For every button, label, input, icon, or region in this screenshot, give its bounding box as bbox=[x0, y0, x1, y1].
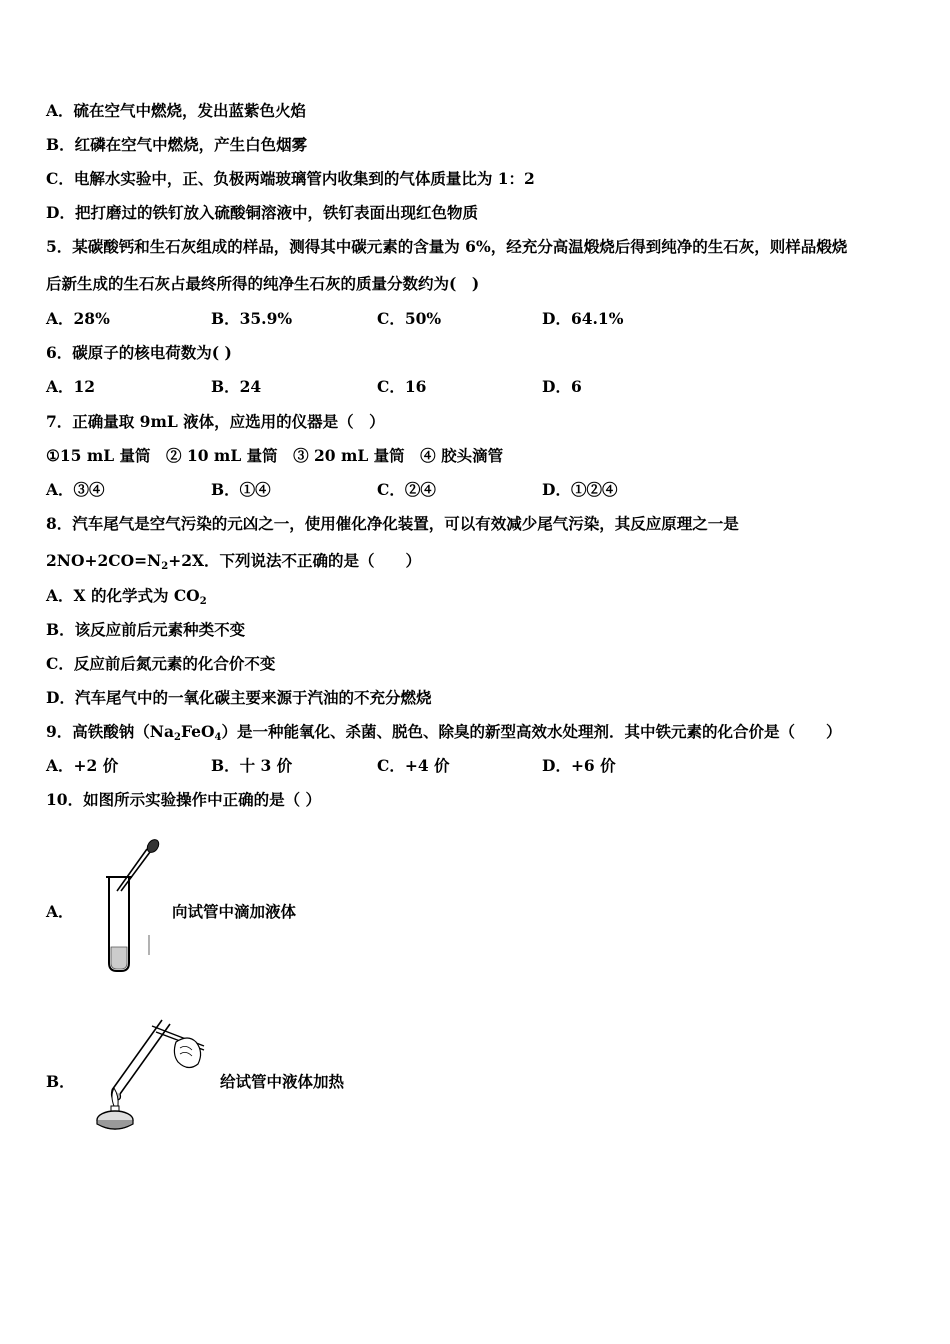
q6-option-d: D．6 bbox=[542, 377, 582, 396]
q10-option-a-letter: A． bbox=[46, 902, 74, 921]
q7-option-b: B．①④ bbox=[211, 480, 271, 499]
q7-option-d: D．①②④ bbox=[542, 480, 618, 499]
q10-option-a-text: 向试管中滴加液体 bbox=[172, 902, 297, 921]
q10-option-b-text: 给试管中液体加热 bbox=[220, 1072, 345, 1091]
prev-option-c: C．电解水实验中，正、负极两端玻璃管内收集到的气体质量比为 1：2 bbox=[46, 169, 535, 188]
q8-stem-line1: 8．汽车尾气是空气污染的元凶之一，使用催化净化装置，可以有效减少尾气污染，其反应原理之一是 bbox=[46, 514, 739, 533]
q9-option-b: B．十 3 价 bbox=[211, 756, 293, 775]
prev-option-a: A．硫在空气中燃烧，发出蓝紫色火焰 bbox=[46, 101, 307, 120]
heating-test-tube-figure bbox=[92, 1012, 212, 1132]
q9-option-a: A．+2 价 bbox=[46, 756, 119, 775]
q9-option-d: D．+6 价 bbox=[542, 756, 616, 775]
q7-stem: 7．正确量取 9mL 液体，应选用的仪器是（ ） bbox=[46, 412, 385, 431]
q6-stem: 6．碳原子的核电荷数为( ) bbox=[46, 343, 232, 362]
q10-option-b-letter: B． bbox=[46, 1072, 75, 1091]
q5-stem-line1: 5．某碳酸钙和生石灰组成的样品，测得其中碳元素的含量为 6%，经充分高温煅烧后得到纯净的生石灰，则样品煅烧 bbox=[46, 237, 848, 256]
q8-equation: $2NO+2CO=N_2+2X$．下列说法不正确的是（ ） bbox=[46, 551, 422, 572]
q7-items: ①15 mL 量筒 ② 10 mL 量筒 ③ 20 mL 量筒 ④ 胶头滴管 bbox=[46, 446, 504, 465]
q5-option-b: B．35.9% bbox=[211, 309, 293, 328]
q6-option-c: C．16 bbox=[377, 377, 427, 396]
q7-option-a: A．③④ bbox=[46, 480, 105, 499]
q5-option-c: C．50% bbox=[377, 309, 442, 328]
q5-stem-line2: 后新生成的生石灰占最终所得的纯净生石灰的质量分数约为( ) bbox=[46, 274, 480, 293]
q8-option-c: C．反应前后氮元素的化合价不变 bbox=[46, 654, 276, 673]
q6-option-b: B．24 bbox=[211, 377, 262, 396]
q6-option-a: A．12 bbox=[46, 377, 96, 396]
q8-option-a: A．X 的化学式为 $CO_2$ bbox=[46, 586, 207, 607]
prev-option-b: B．红磷在空气中燃烧，产生白色烟雾 bbox=[46, 135, 308, 154]
q9-stem: 9．高铁酸钠$(Na_2FeO_4)$是一种能氧化、杀菌、脱色、除臭的新型高效水处理剂．其中铁元素的化合价是（ ） bbox=[46, 722, 842, 743]
q8-option-b: B．该反应前后元素种类不变 bbox=[46, 620, 246, 639]
q5-option-a: A．28% bbox=[46, 309, 110, 328]
q10-stem: 10．如图所示实验操作中正确的是（ ） bbox=[46, 790, 321, 809]
q8-option-d: D．汽车尾气中的一氧化碳主要来源于汽油的不充分燃烧 bbox=[46, 688, 432, 707]
prev-option-d: D．把打磨过的铁钉放入硫酸铜溶液中，铁钉表面出现红色物质 bbox=[46, 203, 478, 222]
q5-option-d: D．64.1% bbox=[542, 309, 624, 328]
q9-option-c: C．+4 价 bbox=[377, 756, 450, 775]
dropper-test-tube-figure bbox=[95, 835, 165, 975]
q7-option-c: C．②④ bbox=[377, 480, 436, 499]
